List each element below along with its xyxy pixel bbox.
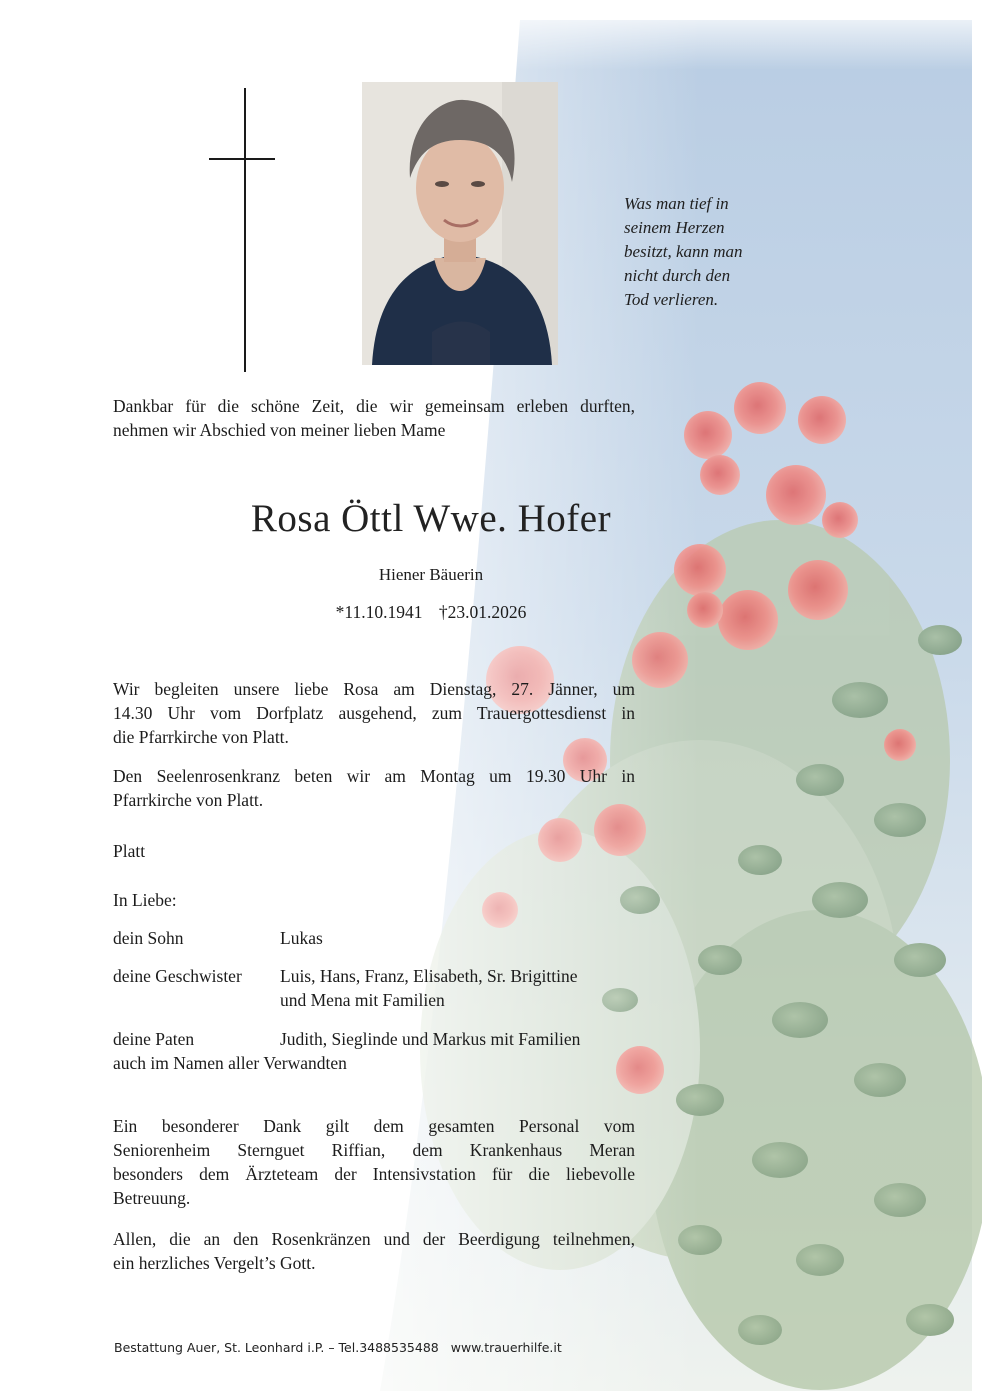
quote-line: Tod verlieren. [624,290,719,309]
rosary-paragraph: Den Seelenrosenkranz beten wir am Montag um 19.30 Uhr in Pfarrkirche von Platt. [113,766,635,810]
thanks-paragraph: Ein besonderer Dank gilt dem gesamten Personal vom Seniorenheim Sternguet Riffian, dem Krankenhaus Meran besonders dem Ärzteteam der Intensivstation für die liebevolle Betreuung. [113,1116,635,1208]
website-link[interactable]: www.trauerhilfe.it [450,1340,562,1355]
quote-line: besitzt, kann man [624,242,743,261]
mourner-names: Lukas [280,928,323,948]
death-date: †23.01.2026 [438,602,527,622]
quote-line: Was man tief in [624,194,729,213]
cross-icon-bar [209,158,275,160]
relatives-line: auch im Namen aller Verwandten [113,1053,347,1073]
quote-line: seinem Herzen [624,218,725,237]
mourner-names-continued: und Mena mit Familien [280,990,445,1010]
birth-date: *11.10.1941 [335,602,423,622]
mourner-names: Luis, Hans, Franz, Elisabeth, Sr. Brigittine [280,966,578,986]
funeral-home-info: Bestattung Auer, St. Leonhard i.P. – Tel.3488535488 [114,1340,439,1355]
closing-paragraph: Allen, die an den Rosenkränzen und der Beerdigung teilnehmen, ein herzliches Vergelt’s Gott. [113,1229,635,1273]
life-dates [0,602,982,623]
mourners-heading: In Liebe: [113,890,177,910]
deceased-subtitle: Hiener Bäuerin [378,565,484,584]
quote-line: nicht durch den [624,266,731,285]
intro-text: Dankbar für die schöne Zeit, die wir gemeinsam erleben durften, nehmen wir Abschied von meiner lieben Mame [113,396,635,440]
memorial-quote [624,192,824,312]
funeral-paragraph: Wir begleiten unsere liebe Rosa am Dienstag, 27. Jänner, um 14.30 Uhr vom Dorfplatz ausgehend, zum Trauergottesdienst in die Pfarrkirche von Platt. [113,679,635,747]
relation-label: deine Paten [113,1029,195,1049]
relation-label: dein Sohn [113,928,184,948]
portrait-photo [362,82,558,365]
deceased-name: Rosa Öttl Wwe. Hofer [250,497,612,540]
place-name: Platt [113,841,146,861]
cross-icon [244,88,246,372]
relation-label: deine Geschwister [113,966,242,986]
footer [114,1340,570,1355]
mourner-names: Judith, Sieglinde und Markus mit Familien [280,1029,581,1049]
